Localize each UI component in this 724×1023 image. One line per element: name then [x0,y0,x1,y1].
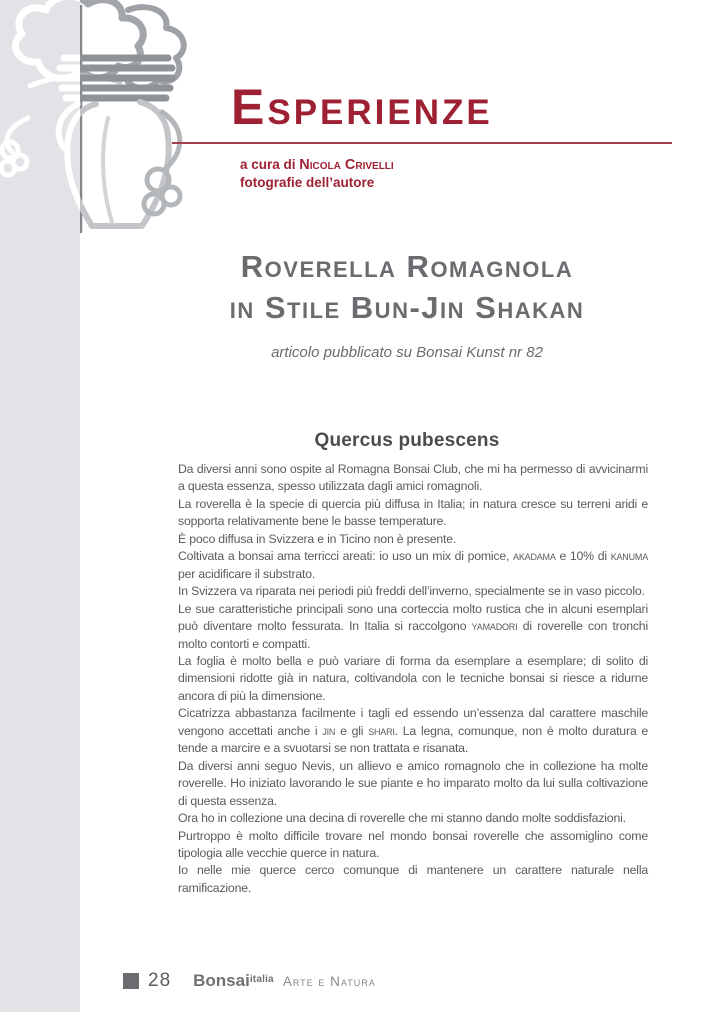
paragraph: Le sue caratteristiche principali sono una corteccia molto rustica che in alcuni esemplari può diventare molto fessurata. In Italia si raccolgono yamadori di roverelle con tronchi molto contorti e compatti. [178,601,648,651]
article-body [178,461,648,897]
article-title-line1: Roverella Romagnola [240,249,574,284]
byline-curator [240,156,394,174]
paragraph: Coltivata a bonsai ama terricci areati: io uso un mix di pomice, akadama e 10% di kanuma per acidificare il substrato. [178,549,648,581]
magazine-tagline: Arte e Natura [282,973,376,989]
decorative-vase-illustration [0,0,236,242]
section-title: Esperienze [231,79,493,135]
paragraph: La foglia è molto bella e può variare di forma da esemplare a esemplare; di solito di dimensioni ridotte già in natura, coltivandola con le tecniche bonsai si riesce a ridurne ancora di più la dimensione. [178,653,648,703]
page-number: 28 [148,970,172,991]
artwork-gray-half [15,0,183,232]
paragraph: È poco diffusa in Svizzera e in Ticino non è presente. [178,531,457,546]
footer-square-icon [123,973,139,989]
header-rule [172,142,672,144]
paragraph: Da diversi anni seguo Nevis, un allievo e amico romagnolo che in collezione ha molte roverelle. Ho iniziato lavorando le sue piante e ho imparato molto da lui sulla coltivazione di questa essenza. [178,758,648,808]
magazine-name: Bonsai [193,971,250,990]
species-heading: Quercus pubescens [314,430,500,451]
paragraph: Purtroppo è molto difficile trovare nel mondo bonsai roverelle che assomiglino come tipologia alle vecchie querce in natura. [178,828,648,860]
paragraph: Io nelle mie querce cerco comunque di mantenere un carattere naturale nella ramificazione. [178,863,648,895]
byline-author-name: Nicola Crivelli [299,157,394,173]
paragraph: In Svizzera va riparata nei periodi più freddi dell’inverno, specialmente se in vaso piccolo. [178,584,645,599]
article-subtitle: articolo pubblicato su Bonsai Kunst nr 82 [271,344,543,361]
paragraph: Cicatrizza abbastanza facilmente i tagli ed essendo un’essenza dal carattere maschile vengono accettati anche i jin e gli shari. La legna, comunque, non è molto duratura e tende a marcire e a svuotarsi se non trattata e risanata. [178,706,648,756]
magazine-name-suffix: italia [249,974,274,985]
byline-photo-credit: fotografie dell’autore [240,175,375,190]
article-title [100,246,714,328]
article-title-line2: in Stile Bun-Jin Shakan [229,290,585,325]
paragraph: La roverella è la specie di quercia più diffusa in Italia; in natura cresce su terreni aridi e sopporta relativamente bene le basse temperature. [178,496,648,529]
byline [240,156,394,192]
page-footer [123,971,376,991]
article-title-block [100,246,714,361]
paragraph: Da diversi anni sono ospite al Romagna Bonsai Club, che mi ha permesso di avvicinarmi a questa essenza, spesso utilizzata dagli amici romagnoli. [178,462,648,494]
byline-prefix: a cura di [240,157,300,172]
paragraph: Ora ho in collezione una decina di roverelle che mi stanno dando molte soddisfazioni. [178,811,626,826]
magazine-logo [193,971,274,991]
